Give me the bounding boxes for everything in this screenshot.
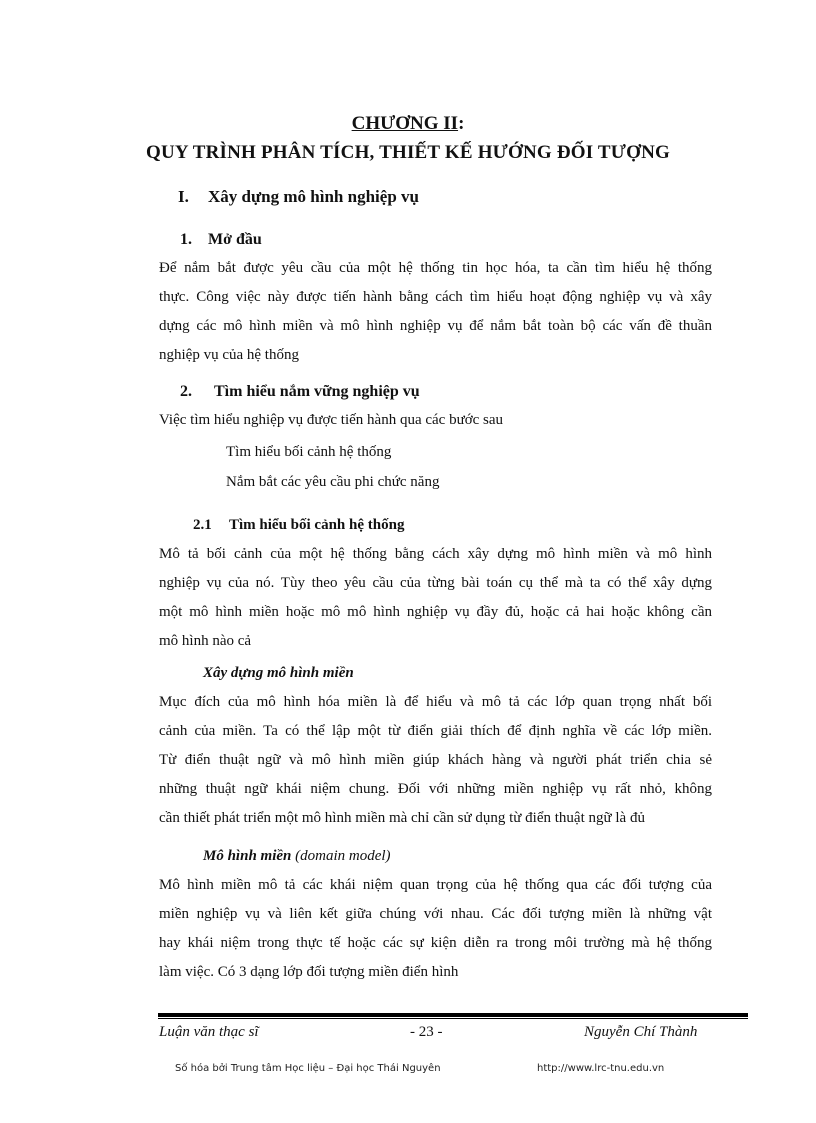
section-title: Xây dựng mô hình nghiệp vụ [208,187,419,206]
footer-author: Nguyễn Chí Thành [584,1024,698,1040]
subsection-number: 2. [180,383,192,400]
italic-heading-domain-model [203,848,391,865]
chapter-label: CHƯƠNG II [351,113,459,134]
subsection-heading-2 [180,383,420,401]
paragraph-line: nghiệp vụ của nó. Tùy theo yêu cầu của từng bài toán cụ thể mà ta có thể xây dựng [159,575,712,591]
paragraph-line: hay khái niệm trong thực tế hoặc các sự kiện diễn ra trong môi trường mà hệ thống [159,935,712,951]
chapter-title [0,113,816,135]
subsection-heading-2-1 [193,517,404,534]
section-heading [178,187,419,207]
footer-left: Luận văn thạc sĩ [159,1024,259,1040]
section-number: I. [178,187,189,206]
paragraph-line: làm việc. Có 3 dạng lớp đối tượng miền điển hình [159,964,459,980]
subsection-number: 2.1 [193,517,212,533]
paragraph-line: những thuật ngữ khái niệm chung. Đối với những miền nghiệp vụ rất nhỏ, không [159,781,712,797]
chapter-colon: : [458,113,465,134]
footer-source: Số hóa bởi Trung tâm Học liệu – Đại học Thái Nguyên [175,1063,441,1074]
paragraph-line: Để nắm bắt được yêu cầu của một hệ thống tin học hóa, ta cần tìm hiểu hệ thống [159,260,712,276]
chapter-subtitle: QUY TRÌNH PHÂN TÍCH, THIẾT KẾ HƯỚNG ĐỐI TƯỢNG [145,142,671,163]
paragraph-intro [159,254,712,370]
subsection-title: Mở đầu [208,231,262,248]
paragraph-line: dựng các mô hình miền và mô hình nghiệp vụ để nắm bắt toàn bộ các vấn đề thuần [159,318,712,334]
subsection-title: Tìm hiểu nắm vững nghiệp vụ [214,383,420,400]
steps-intro: Việc tìm hiểu nghiệp vụ được tiến hành qua các bước sau [159,412,504,428]
paragraph-line: nghiệp vụ của hệ thống [159,347,299,363]
subsection-number: 1. [180,231,192,248]
subsection-heading-1 [180,231,262,249]
paragraph-line: một mô hình miền hoặc mô mô hình nghiệp vụ đầy đủ, hoặc cả hai hoặc không cần [159,604,712,620]
footer-url-link[interactable]: http://www.lrc-tnu.edu.vn [537,1063,665,1074]
italic-heading-domain-build: Xây dựng mô hình miền [203,665,354,681]
paragraph-domain-model [159,871,712,987]
paragraph-line: Mô hình miền mô tả các khái niệm quan trọng của hệ thống qua các đối tượng của [159,877,712,893]
paragraph-context [159,540,712,656]
paragraph-domain-build [159,688,712,833]
subsection-title: Tìm hiểu bối cảnh hệ thống [229,517,405,533]
paragraph-line: cần thiết phát triển một mô hình miền mà chỉ cần sử dụng từ điển thuật ngữ là đủ [159,810,645,826]
paragraph-line: Từ điển thuật ngữ và mô hình miền giúp khách hàng và người phát triển chia sẻ [159,752,712,768]
paragraph-line: mô hình nào cả [159,633,252,649]
paragraph-line: Mô tả bối cảnh của một hệ thống bằng cách xây dựng mô hình miền và mô hình [159,546,712,562]
footer-rule-thick [158,1013,748,1017]
paragraph-line: cảnh của miền. Ta có thể lập một từ điển giải thích để định nghĩa về các lớp miền. [159,723,712,739]
heading-text: Mô hình miền [203,848,292,864]
paragraph-line: thực. Công việc này được tiến hành bằng cách tìm hiểu hoạt động nghiệp vụ và xây [159,289,712,305]
footer-rule-thin [158,1018,748,1019]
step-item: Tìm hiểu bối cảnh hệ thống [226,444,392,460]
paragraph-line: miền nghiệp vụ và liên kết giữa chúng với nhau. Các đối tượng miền là những vật [159,906,712,922]
paragraph-line: Mục đích của mô hình hóa miền là để hiểu và mô tả các lớp quan trọng nhất bối [159,694,712,710]
page-number: - 23 - [410,1024,443,1040]
heading-note: (domain model) [291,848,391,864]
step-item: Nắm bắt các yêu cầu phi chức năng [226,474,440,490]
